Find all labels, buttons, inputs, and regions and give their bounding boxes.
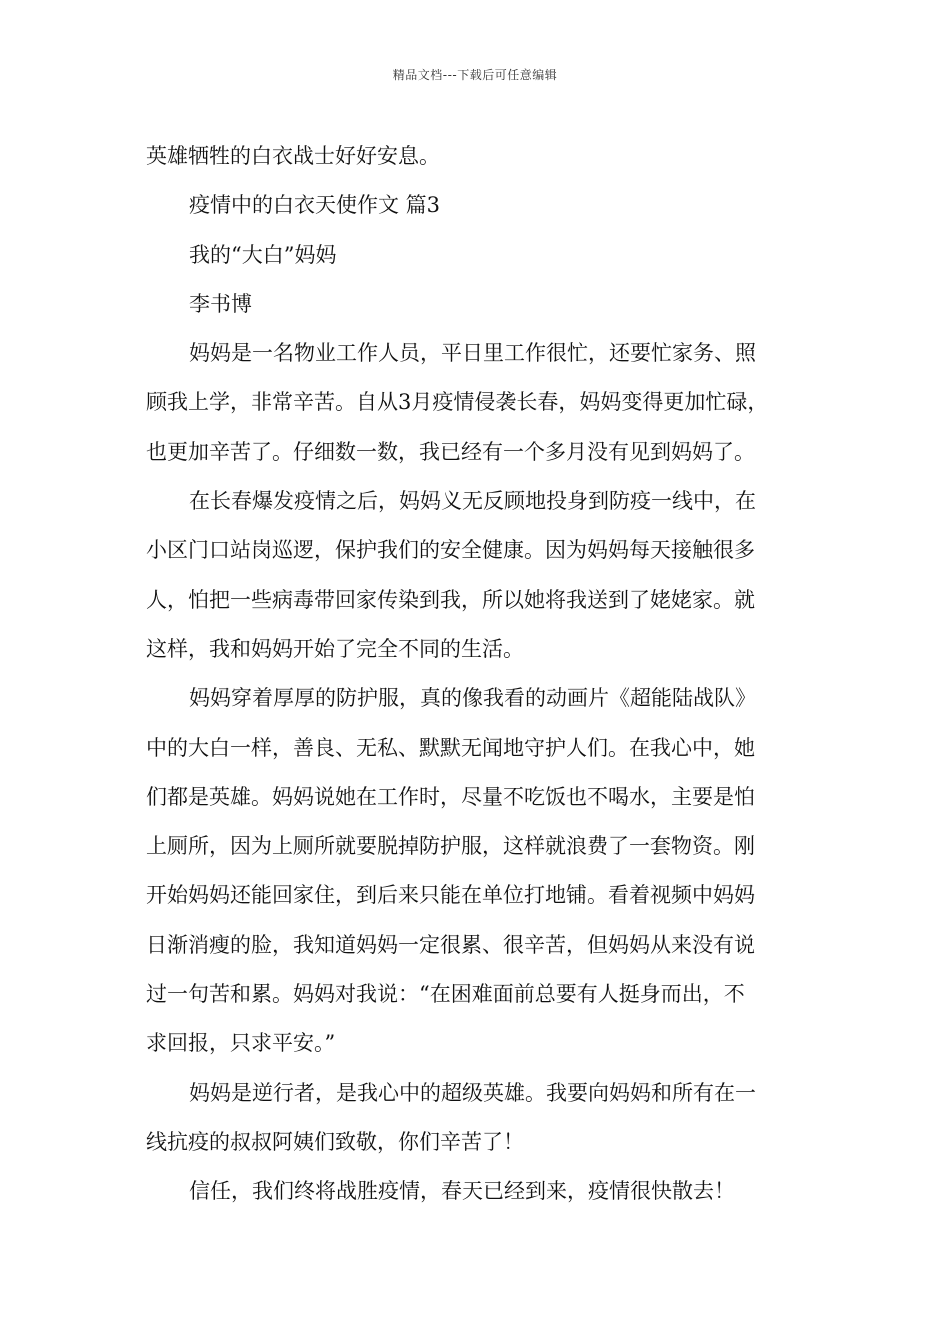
paragraph [146,1167,812,1216]
paragraph-line: 妈妈是逆行者，是我心中的超级英雄。我要向妈妈和所有在一 [189,1080,756,1105]
paragraph [146,477,812,674]
paragraph-line: 小区门口站岗巡逻，保护我们的安全健康。因为妈妈每天接触很多 [146,538,755,563]
author-name: 李书博 [189,291,252,316]
closing-line: 英雄牺牲的白衣战士好好安息。 [146,144,440,168]
paragraph-line: 日渐消瘦的脸，我知道妈妈一定很累、很辛苦，但妈妈从来没有说 [146,932,755,957]
paragraph-line: 求回报，只求平安。” [146,1031,336,1056]
paragraph-line: 上厕所，因为上厕所就要脱掉防护服，这样就浪费了一套物资。刚 [146,834,755,859]
paragraph-line: 信任，我们终将战胜疫情，春天已经到来，疫情很快散去！ [189,1179,735,1204]
paragraph-line: 开始妈妈还能回家住，到后来只能在单位打地铺。看着视频中妈妈 [146,883,755,908]
paragraph-line: 这样，我和妈妈开始了完全不同的生活。 [146,636,524,661]
paragraph-line: 也更加辛苦了。仔细数一数，我已经有一个多月没有见到妈妈了。 [146,439,755,464]
essay-title: 我的“大白”妈妈 [189,242,337,267]
paragraph [146,674,812,1068]
paragraph-line: 顾我上学，非常辛苦。自从3月疫情侵袭长春，妈妈变得更加忙碌， [146,390,769,415]
document-body [146,132,812,1217]
paragraph-line: 在长春爆发疫情之后，妈妈义无反顾地投身到防疫一线中，在 [189,489,756,514]
section-heading: 疫情中的白衣天使作文 篇3 [189,193,441,218]
paragraph-line: 人，怕把一些病毒带回家传染到我，所以她将我送到了姥姥家。就 [146,587,755,612]
paragraph-line: 妈妈穿着厚厚的防护服，真的像我看的动画片《超能陆战队》 [189,686,756,711]
paragraph-line: 妈妈是一名物业工作人员，平日里工作很忙，还要忙家务、照 [189,341,756,366]
paragraph-line: 们都是英雄。妈妈说她在工作时，尽量不吃饭也不喝水，主要是怕 [146,784,755,809]
paragraph [146,329,812,477]
paragraph-line: 过一句苦和累。妈妈对我说：“在困难面前总要有人挺身而出，不 [146,982,745,1007]
paragraph-line: 中的大白一样，善良、无私、默默无闻地守护人们。在我心中，她 [146,735,755,760]
paragraph [146,1069,812,1168]
paragraph-line: 线抗疫的叔叔阿姨们致敬，你们辛苦了！ [146,1129,524,1154]
page-header: 精品文档---下载后可任意编辑 [392,68,558,82]
